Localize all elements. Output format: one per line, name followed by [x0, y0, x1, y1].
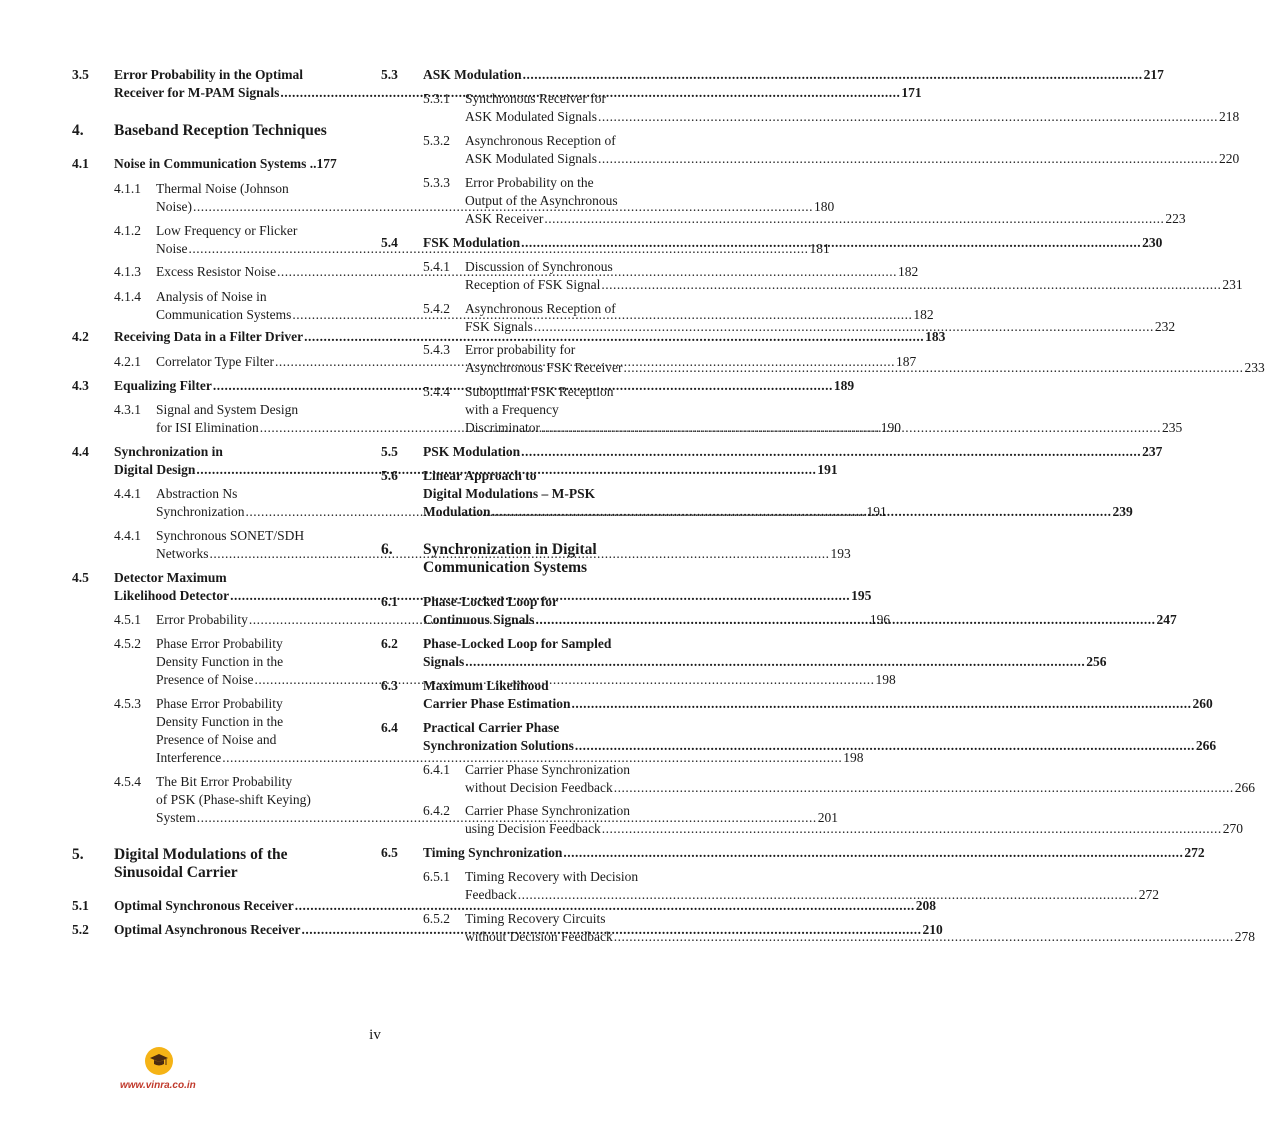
toc-number: 4.1.4	[114, 289, 141, 304]
toc-number: 4.5	[72, 570, 89, 585]
toc-title-line: Interference	[156, 750, 222, 765]
toc-title-line: FSK Modulation	[423, 235, 521, 250]
toc-title-line: Timing Recovery with Decision	[465, 869, 639, 884]
toc-page-number: 183	[925, 329, 946, 344]
toc-title-line: Optimal Asynchronous Receiver	[114, 922, 301, 937]
toc-number: 5.4	[381, 235, 398, 250]
toc-title-line: Continuous Signals	[423, 612, 535, 627]
website-link[interactable]: www.vinra.co.in	[120, 1080, 196, 1091]
toc-title-line: Reception of FSK Signal	[465, 277, 601, 292]
toc-page-number: 223	[1165, 211, 1186, 226]
toc-page-number: 182	[913, 307, 934, 322]
toc-title-line: Discussion of Synchronous	[465, 259, 613, 274]
toc-number: 4.4	[72, 444, 89, 459]
toc-title-line: Asynchronous Reception of	[465, 133, 616, 148]
toc-title-line: Density Function in the	[156, 714, 284, 729]
toc-page-number: 218	[1219, 109, 1240, 124]
toc-title-line: Phase-Locked Loop for Sampled	[423, 636, 612, 651]
toc-title-line: Thermal Noise (Johnson	[156, 181, 289, 196]
toc-page-number: 180	[814, 199, 835, 214]
toc-title-line: Abstraction Ns	[156, 486, 238, 501]
toc-number: 6.3	[381, 678, 398, 693]
toc-title-line: for ISI Elimination	[156, 420, 259, 435]
toc-number: 6.5	[381, 845, 398, 860]
toc-number: 3.5	[72, 67, 89, 82]
toc-number: 4.5.4	[114, 774, 141, 789]
toc-page-number: 198	[875, 672, 896, 687]
toc-page-number: 208	[915, 898, 936, 913]
toc-title-line: PSK Modulation	[423, 444, 521, 459]
toc-chapter-title: Synchronization in Digital	[423, 541, 597, 558]
toc-title-line: Receiver for M-PAM Signals	[114, 85, 280, 100]
toc-number: 4.	[72, 122, 84, 139]
toc-page-number: 220	[1219, 151, 1240, 166]
toc-title-line: Analysis of Noise in	[156, 289, 267, 304]
toc-title-line: Timing Recovery Circuits	[465, 911, 606, 926]
toc-title-line: Synchronization in	[114, 444, 223, 459]
toc-page-number: 171	[901, 85, 922, 100]
toc-title-line: Feedback	[465, 887, 517, 902]
toc-title-line: Receiving Data in a Filter Driver	[114, 329, 304, 344]
toc-title-line: Presence of Noise and	[156, 732, 277, 747]
toc-title-line: Carrier Phase Synchronization	[465, 762, 630, 777]
toc-chapter-title: Baseband Reception Techniques	[114, 122, 327, 139]
toc-number: 5.	[72, 846, 84, 863]
toc-page-number: 181	[809, 241, 830, 256]
toc-title-line: Density Function in the	[156, 654, 284, 669]
toc-title-line: ASK Modulation	[423, 67, 522, 82]
toc-title-line: Synchronous SONET/SDH	[156, 528, 305, 543]
toc-number: 4.1	[72, 156, 89, 171]
toc-page-number: 230	[1142, 235, 1163, 250]
toc-title-line: Noise in Communication Systems ..	[114, 156, 317, 171]
toc-page-number: 196	[869, 612, 891, 627]
toc-page-number: 231	[1222, 277, 1243, 292]
toc-title-line: Synchronization	[156, 504, 245, 519]
toc-title-line: System	[156, 810, 196, 825]
toc-title-line: Modulation	[423, 504, 491, 519]
toc-title-line: Synchronization Solutions	[423, 738, 574, 753]
toc-page-number: 195	[851, 588, 872, 603]
toc-title-line: ASK Modulated Signals	[465, 151, 598, 166]
toc-number: 6.1	[381, 594, 398, 609]
toc-number: 5.6	[381, 468, 398, 483]
toc-page-number: 272	[1184, 845, 1205, 860]
toc-title-line: using Decision Feedback	[465, 821, 601, 836]
toc-title-line: Presence of Noise	[156, 672, 254, 687]
toc-chapter-title: Sinusoidal Carrier	[114, 864, 238, 881]
toc-page-number: 247	[1156, 612, 1177, 627]
toc-title-line: Timing Synchronization	[423, 845, 563, 860]
toc-title-line: Signals	[423, 654, 465, 669]
page-folio: iv	[369, 1027, 381, 1043]
toc-number: 6.2	[381, 636, 398, 651]
toc-title-line: Detector Maximum	[114, 570, 227, 585]
toc-page-number: 237	[1142, 444, 1163, 459]
toc-title-line: The Bit Error Probability	[156, 774, 293, 789]
toc-title-line: Signal and System Design	[156, 402, 299, 417]
toc-title-line: Phase-Locked Loop for	[423, 594, 558, 609]
toc-number: 4.3.1	[114, 402, 141, 417]
toc-title-line: Likelihood Detector	[114, 588, 230, 603]
toc-number: 4.4.1	[114, 486, 141, 501]
toc-number: 6.5.2	[423, 911, 450, 926]
toc-title-line: Noise	[156, 241, 188, 256]
toc-title-line: Phase Error Probability	[156, 636, 283, 651]
toc-title-line: Error Probability on the	[465, 175, 594, 190]
toc-title-line: Noise)	[156, 199, 192, 214]
toc-page-number: 272	[1138, 887, 1159, 902]
toc-page-number: 278	[1234, 929, 1255, 944]
toc-number: 4.5.2	[114, 636, 141, 651]
toc-number: 4.4.1	[114, 528, 141, 543]
toc-page-number: 232	[1154, 319, 1176, 334]
toc-number: 5.1	[72, 898, 89, 913]
toc-title-line: FSK Signals	[465, 319, 533, 334]
toc-number: 4.5.1	[114, 612, 141, 627]
toc-title-line: Digital Modulations – M-PSK	[423, 486, 596, 501]
toc-title-line: Excess Resistor Noise	[156, 264, 276, 279]
toc-title-line: Asynchronous Reception of	[465, 301, 616, 316]
toc-title-line: Asynchronous FSK Receiver	[465, 360, 623, 375]
toc-title-line: Networks	[156, 546, 209, 561]
toc-number: 5.4.2	[423, 301, 450, 316]
toc-title-line: Optimal Synchronous Receiver	[114, 898, 294, 913]
toc-page-number: 210	[922, 922, 943, 937]
toc-title-line: Phase Error Probability	[156, 696, 283, 711]
toc-number: 4.1.2	[114, 223, 141, 238]
toc-chapter-title: Digital Modulations of the	[114, 846, 288, 863]
toc-page-number: 239	[1112, 504, 1133, 519]
toc-number: 4.1.3	[114, 264, 141, 279]
toc-page-number: 260	[1192, 696, 1213, 711]
toc-number: 5.3.1	[423, 91, 450, 106]
toc-title-line: without Decision Feedback	[465, 780, 613, 795]
toc-number: 5.3.2	[423, 133, 450, 148]
toc-title-line: Linear Approach to	[423, 468, 537, 483]
toc-title-line: Error Probability	[156, 612, 248, 627]
toc-title-line: Suboptimal FSK Reception	[465, 384, 614, 399]
toc-title-line: of PSK (Phase-shift Keying)	[156, 792, 311, 807]
toc-title-line: Practical Carrier Phase	[423, 720, 560, 735]
toc-page-number: 270	[1222, 821, 1243, 836]
toc-number: 4.2	[72, 329, 89, 344]
toc-page-number: 266	[1195, 738, 1217, 753]
toc-number: 6.4	[381, 720, 398, 735]
toc-chapter-title: Communication Systems	[423, 559, 588, 576]
toc-number: 5.3.3	[423, 175, 450, 190]
toc-title-line: Output of the Asynchronous	[465, 193, 618, 208]
toc-title-line: Discriminator	[465, 420, 540, 435]
toc-page-number: 233	[1244, 360, 1265, 375]
toc-number: 5.4.4	[423, 384, 450, 399]
toc-number: 5.3	[381, 67, 398, 82]
toc-number: 4.5.3	[114, 696, 141, 711]
toc-number: 5.4.1	[423, 259, 450, 274]
toc-title-line: without Decision Feedback	[465, 929, 613, 944]
toc-title-line: ASK Receiver	[465, 211, 544, 226]
toc-page-number: 189	[833, 378, 855, 393]
toc-title-line: Carrier Phase Estimation	[423, 696, 571, 711]
toc-page-number: 217	[1143, 67, 1164, 82]
toc-number: 5.5	[381, 444, 398, 459]
toc-page-number: 235	[1161, 420, 1183, 435]
toc-title-line: Error probability for	[465, 342, 576, 357]
toc-page-number: 256	[1086, 654, 1107, 669]
toc-title-line: Communication Systems	[156, 307, 292, 322]
toc-page-number: 191	[817, 462, 838, 477]
toc-page-number: 191	[866, 504, 887, 519]
toc-number: 5.2	[72, 922, 89, 937]
toc-number: 6.5.1	[423, 869, 450, 884]
graduation-cap-logo-icon	[145, 1047, 173, 1075]
toc-number: 6.4.2	[423, 803, 450, 818]
toc-title-line: ASK Modulated Signals	[465, 109, 598, 124]
toc-title-line: Correlator Type Filter	[156, 354, 275, 369]
toc-number: 6.4.1	[423, 762, 450, 777]
toc-title-line: with a Frequency	[465, 402, 559, 417]
toc-page-number: 198	[843, 750, 864, 765]
toc-number: 6.	[381, 541, 393, 558]
toc-page-number: 182	[897, 264, 919, 279]
toc-title-line: Carrier Phase Synchronization	[465, 803, 630, 818]
toc-page-number: 187	[896, 354, 917, 369]
toc-number: 4.3	[72, 378, 89, 393]
toc-number: 5.4.3	[423, 342, 450, 357]
toc-page-number: 177	[316, 156, 337, 171]
toc-number: 4.1.1	[114, 181, 141, 196]
toc-title-line: Error Probability in the Optimal	[114, 67, 304, 82]
toc-number: 4.2.1	[114, 354, 141, 369]
toc-title-line: Synchronous Receiver for	[465, 91, 606, 106]
toc-page-number: 190	[880, 420, 901, 435]
toc-title-line: Digital Design	[114, 462, 196, 477]
toc-page-number: 201	[817, 810, 839, 825]
toc-title-line: Equalizing Filter	[114, 378, 212, 393]
toc-page-number: 266	[1234, 780, 1255, 795]
toc-page-number: 193	[830, 546, 851, 561]
toc-title-line: Low Frequency or Flicker	[156, 223, 298, 238]
toc-title-line: Maximum Likelihood	[423, 678, 549, 693]
